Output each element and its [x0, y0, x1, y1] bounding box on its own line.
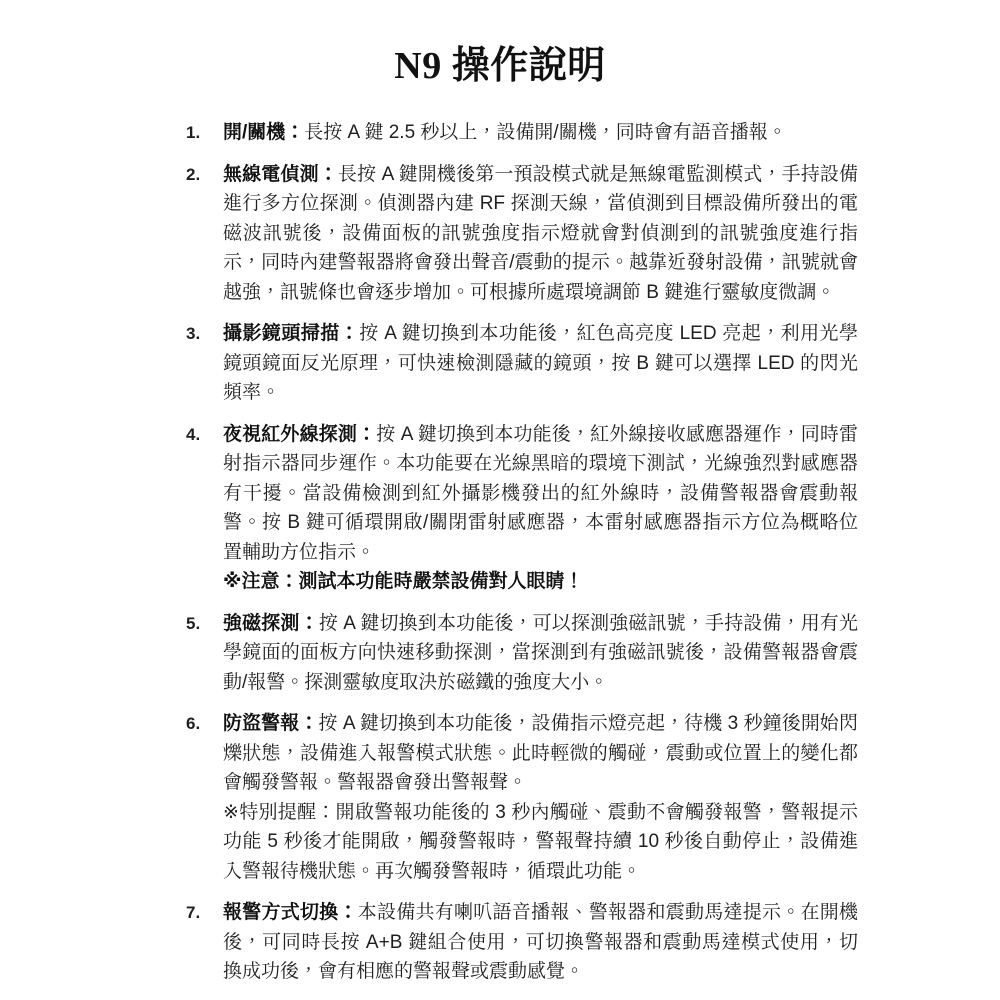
- item-body: 按 A 鍵切換到本功能後，設備指示燈亮起，待機 3 秒鐘後開始閃爍狀態，設備進入報警模式狀態。此時輕微的觸碰，震動或位置上的變化都會觸發警報。警報器會發出警報聲。: [223, 713, 858, 793]
- item-body: 長按 A 鍵 2.5 秒以上，設備開/關機，同時會有語音播報。: [304, 122, 787, 143]
- item-number: 4.: [186, 424, 201, 444]
- item-term: 報警方式切換：: [223, 902, 358, 923]
- list-item-infrared-detection: [186, 420, 858, 597]
- item-term: 強磁探測：: [223, 612, 319, 634]
- item-content: [223, 160, 858, 308]
- item-reminder-note: ※特別提醒：開啟警報功能後的 3 秒內觸碰、震動不會觸發報警，警報提示功能 5 秒後才能開啟，觸發警報時，警報聲持續 10 秒後自動停止，設備進入警報待機狀態。再次觸發警報時，循環此功能。: [223, 801, 858, 882]
- item-term: 無線電偵測：: [223, 163, 338, 185]
- item-term: 攝影鏡頭掃描：: [223, 323, 360, 344]
- item-number: 2.: [186, 164, 201, 184]
- list-item-power: [186, 118, 858, 148]
- item-number: 7.: [186, 903, 201, 922]
- list-item-alarm-mode-switch: [186, 898, 858, 987]
- item-term: 防盜警報：: [223, 713, 319, 734]
- list-item-radio-detection: [186, 160, 858, 308]
- item-content: [223, 319, 858, 408]
- list-item-antitheft-alarm: [186, 709, 858, 886]
- item-content: [223, 609, 858, 698]
- item-content: [223, 709, 858, 886]
- list-item-magnet-detection: [186, 609, 858, 698]
- document-title: N9 操作說明: [394, 45, 606, 87]
- item-term: 夜視紅外線探測：: [223, 423, 377, 445]
- item-term: 開/關機：: [223, 122, 305, 143]
- item-number: 1.: [186, 123, 201, 142]
- item-body: 長按 A 鍵開機後第一預設模式就是無線電監測模式，手持設備進行多方位探測。偵測器內建 RF 探測天線，當偵測到目標設備所發出的電磁波訊號後，設備面板的訊號強度指示燈就會對偵測到的訊號強度進行指示，同時內建警報器將會發出聲音/震動的提示。越靠近發射設備，訊號就會越強，訊號條也會逐步增加。可根據所處環境調節 B 鍵進行靈敏度微調。: [223, 163, 858, 303]
- item-body: 本設備共有喇叭語音播報、警報器和震動馬達提示。在開機後，可同時長按 A+B 鍵組合使用，可切換警報器和震動馬達模式使用，切換成功後，會有相應的警報聲或震動感覺。: [223, 902, 858, 982]
- item-body: 按 A 鍵切換到本功能後，紅外線接收感應器運作，同時雷射指示器同步運作。本功能要在光線黑暗的環境下測試，光線強烈對感應器有干擾。當設備檢測到紅外攝影機發出的紅外線時，設備警報器會震動報警。按 B 鍵可循環開啟/關閉雷射感應器，本雷射感應器指示方位為概略位置輔助方位指示。: [223, 423, 858, 563]
- item-number: 3.: [186, 324, 201, 343]
- item-body: 按 A 鍵切換到本功能後，紅色高亮度 LED 亮起，利用光學鏡頭鏡面反光原理，可快速檢測隱藏的鏡頭，按 B 鍵可以選擇 LED 的閃光頻率。: [223, 323, 858, 403]
- item-body: 按 A 鍵切換到本功能後，可以探測強磁訊號，手持設備，用有光學鏡面的面板方向快速移動探測，當探測到有強磁訊號後，設備警報器會震動/報警。探測靈敏度取決於磁鐵的強度大小。: [223, 612, 858, 693]
- instruction-list: [186, 118, 858, 987]
- list-item-camera-scan: [186, 319, 858, 408]
- item-warning-note: ※注意：測試本功能時嚴禁設備對人眼睛！: [223, 571, 584, 592]
- item-content: [223, 898, 858, 987]
- item-content: [223, 118, 858, 148]
- item-number: 5.: [186, 613, 201, 633]
- item-number: 6.: [186, 714, 201, 733]
- item-content: [223, 420, 858, 597]
